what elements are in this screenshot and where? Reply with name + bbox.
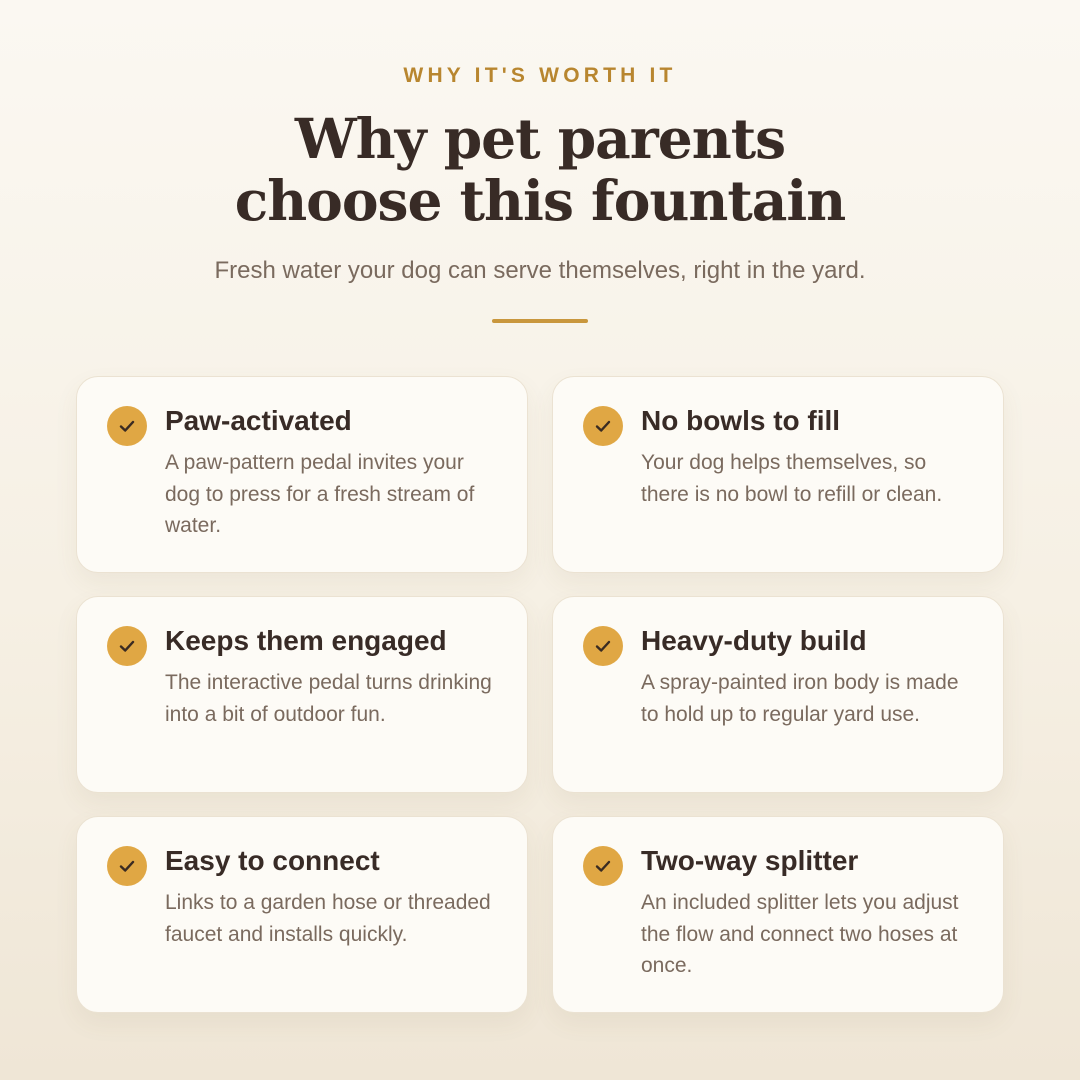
feature-card-paw-activated (76, 376, 528, 573)
check-icon (107, 406, 147, 446)
page-title (0, 108, 1080, 232)
check-icon (583, 846, 623, 886)
check-icon (107, 626, 147, 666)
feature-title: Two-way splitter (641, 845, 859, 876)
feature-title: Easy to connect (165, 845, 380, 876)
feature-description: The interactive pedal turns drinking into a bit of outdoor fun. (165, 671, 492, 726)
feature-card-easy-connect (76, 816, 528, 1013)
feature-description: Your dog helps themselves, so there is no bowl to refill or clean. (641, 451, 943, 506)
feature-description: Links to a garden hose or threaded faucet and installs quickly. (165, 891, 491, 946)
eyebrow-label: WHY IT'S WORTH IT (403, 64, 677, 87)
page-title-line-1: Why pet parents (294, 106, 786, 171)
feature-card-engaged (76, 596, 528, 793)
feature-description: A paw-pattern pedal invites your dog to press for a fresh stream of water. (165, 451, 475, 537)
feature-grid (76, 376, 1004, 1013)
feature-title: No bowls to fill (641, 405, 841, 436)
feature-title: Paw-activated (165, 405, 352, 436)
page-title-line-2: choose this fountain (234, 168, 846, 233)
feature-card-no-bowls (552, 376, 1004, 573)
check-icon (583, 626, 623, 666)
check-icon (107, 846, 147, 886)
feature-card-splitter (552, 816, 1004, 1013)
feature-title: Keeps them engaged (165, 625, 447, 656)
page-subtitle: Fresh water your dog can serve themselves, right in the yard. (214, 257, 866, 284)
feature-card-heavy-duty (552, 596, 1004, 793)
check-icon (583, 406, 623, 446)
feature-description: A spray-painted iron body is made to hold up to regular yard use. (641, 671, 959, 726)
feature-title: Heavy-duty build (641, 625, 867, 656)
feature-description: An included splitter lets you adjust the flow and connect two hoses at once. (641, 891, 959, 977)
divider-rule (492, 319, 588, 323)
